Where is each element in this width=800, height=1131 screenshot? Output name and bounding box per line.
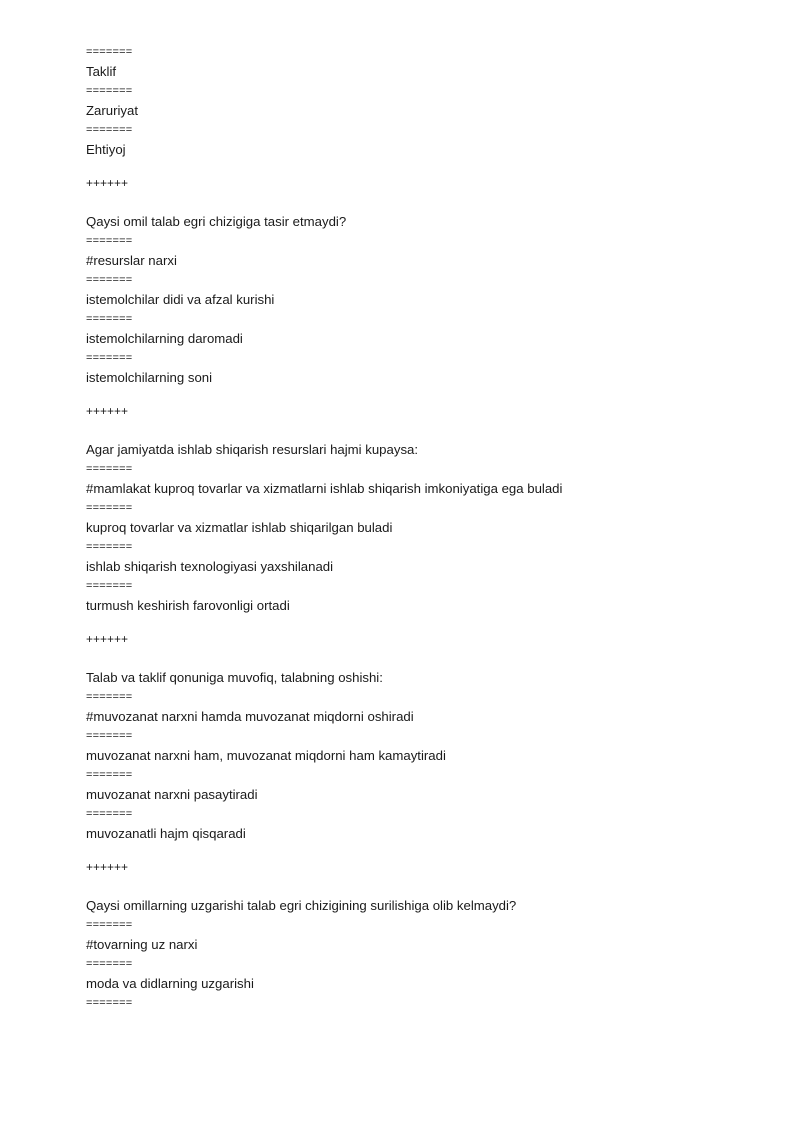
text-line: istemolchilar didi va afzal kurishi [86,292,275,307]
text-line: Qaysi omil talab egri chizigiga tasir etmaydi? [86,214,347,229]
answer-separator: ======= [86,235,133,247]
answer-separator: ======= [86,730,133,742]
text-line: istemolchilarning daromadi [86,331,243,346]
text-line: muvozanat narxni ham, muvozanat miqdorni ham kamaytiradi [86,748,446,763]
answer-separator: ======= [86,808,133,820]
text-line: Taklif [86,64,117,79]
text-line: Ehtiyoj [86,142,126,157]
answer-separator: ======= [86,997,133,1009]
answer-separator: ======= [86,124,133,136]
answer-separator: ======= [86,502,133,514]
text-line: istemolchilarning soni [86,370,213,385]
document-page [86,46,746,1010]
answer-separator: ======= [86,958,133,970]
answer-separator: ======= [86,919,133,931]
question-separator: ++++++ [86,632,129,646]
text-line: Zaruriyat [86,103,139,118]
text-line: Qaysi omillarning uzgarishi talab egri chizigining surilishiga olib kelmaydi? [86,898,517,913]
answer-separator: ======= [86,769,133,781]
text-line: #muvozanat narxni hamda muvozanat miqdorni oshiradi [86,709,414,724]
text-line: Agar jamiyatda ishlab shiqarish resurslari hajmi kupaysa: [86,442,419,457]
answer-separator: ======= [86,85,133,97]
answer-separator: ======= [86,463,133,475]
text-line: ishlab shiqarish texnologiyasi yaxshilanadi [86,559,334,574]
question-separator: ++++++ [86,404,129,418]
text-line: #tovarning uz narxi [86,937,198,952]
answer-separator: ======= [86,352,133,364]
answer-separator: ======= [86,691,133,703]
text-line: moda va didlarning uzgarishi [86,976,254,991]
question-separator: ++++++ [86,176,129,190]
text-line: kuproq tovarlar va xizmatlar ishlab shiqarilgan buladi [86,520,393,535]
answer-separator: ======= [86,313,133,325]
text-line: turmush keshirish farovonligi ortadi [86,598,290,613]
question-separator: ++++++ [86,860,129,874]
text-line: #mamlakat kuproq tovarlar va xizmatlarni ishlab shiqarish imkoniyatiga ega buladi [86,481,563,496]
text-line: muvozanat narxni pasaytiradi [86,787,258,802]
text-line: Talab va taklif qonuniga muvofiq, talabning oshishi: [86,670,383,685]
answer-separator: ======= [86,46,133,58]
answer-separator: ======= [86,580,133,592]
text-line: #resurslar narxi [86,253,177,268]
answer-separator: ======= [86,274,133,286]
text-line: muvozanatli hajm qisqaradi [86,826,246,841]
answer-separator: ======= [86,541,133,553]
